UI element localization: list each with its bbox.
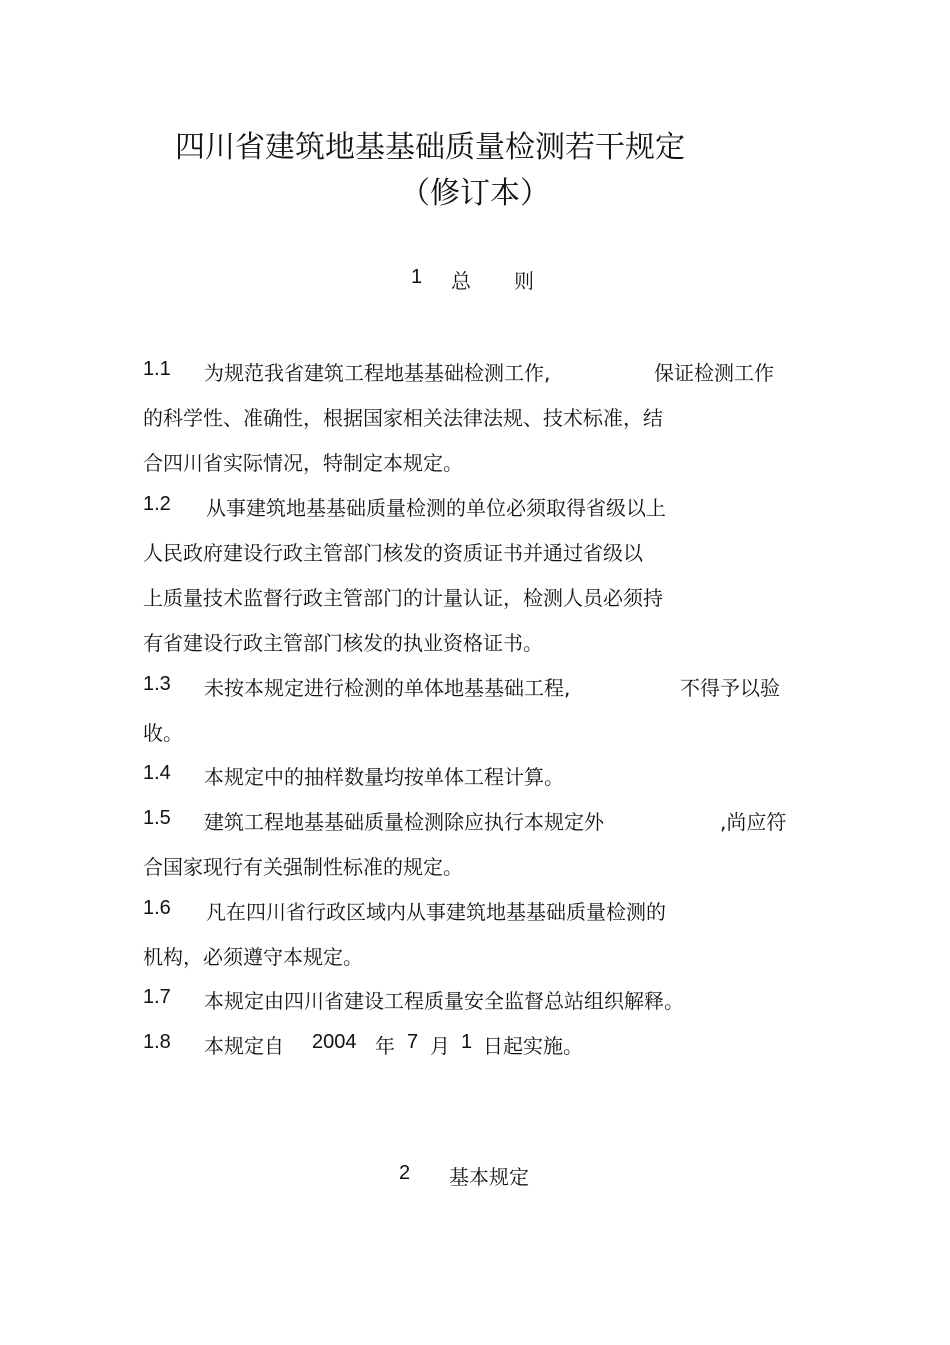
clause-1-3-line1b: 不得予以验 — [680, 676, 780, 700]
clause-1-3-line1a: 未按本规定进行检测的单体地基基础工程, — [204, 676, 571, 700]
clause-1-4-line1: 本规定中的抽样数量均按单体工程计算。 — [204, 765, 564, 789]
clause-1-6-number: 1.6 — [143, 897, 171, 919]
section-1-title-part-a: 总 — [451, 269, 471, 293]
clause-1-8-line1a: 本规定自 — [204, 1034, 284, 1058]
clause-1-1-number: 1.1 — [143, 358, 171, 380]
clause-1-3-number: 1.3 — [143, 673, 171, 695]
clause-1-8-nian: 年 — [375, 1034, 395, 1058]
clause-1-2-line3: 上质量技术监督行政主管部门的计量认证，检测人员必须持 — [143, 586, 663, 610]
clause-1-8-yue: 月 — [430, 1034, 450, 1058]
clause-1-5-number: 1.5 — [143, 807, 171, 829]
clause-1-4-number: 1.4 — [143, 762, 171, 784]
clause-1-7-line1: 本规定由四川省建设工程质量安全监督总站组织解释。 — [204, 989, 684, 1013]
clause-1-2-line4: 有省建设行政主管部门核发的执业资格证书。 — [143, 631, 543, 655]
clause-1-3-line2: 收。 — [143, 721, 183, 745]
clause-1-1-line1a: 为规范我省建筑工程地基基础检测工作, — [204, 361, 551, 385]
section-1-number: 1 — [411, 266, 423, 288]
clause-1-1-line3: 合四川省实际情况，特制定本规定。 — [143, 451, 463, 475]
clause-1-6-line1: 凡在四川省行政区域内从事建筑地基基础质量检测的 — [206, 900, 666, 924]
clause-1-8-number: 1.8 — [143, 1031, 171, 1053]
section-1-title-part-b: 则 — [514, 269, 534, 293]
clause-1-5-line1b: ,尚应符 — [720, 810, 787, 834]
section-2-number: 2 — [399, 1162, 411, 1184]
clause-1-6-line2: 机构，必须遵守本规定。 — [143, 945, 363, 969]
clause-1-1-line2: 的科学性、准确性，根据国家相关法律法规、技术标准，结 — [143, 406, 663, 430]
clause-1-8-day: 1 — [461, 1031, 473, 1053]
clause-1-2-line1: 从事建筑地基基础质量检测的单位必须取得省级以上 — [206, 496, 666, 520]
clause-1-5-line2: 合国家现行有关强制性标准的规定。 — [143, 855, 463, 879]
clause-1-2-line2: 人民政府建设行政主管部门核发的资质证书并通过省级以 — [143, 541, 643, 565]
clause-1-5-line1a: 建筑工程地基基础质量检测除应执行本规定外 — [204, 810, 604, 834]
section-2-title: 基本规定 — [449, 1165, 529, 1189]
document-title-line1: 四川省建筑地基基础质量检测若干规定 — [175, 130, 685, 165]
clause-1-1-line1b: 保证检测工作 — [654, 361, 774, 385]
clause-1-2-number: 1.2 — [143, 493, 171, 515]
document-title-line2: （修订本） — [400, 176, 550, 211]
clause-1-8-year: 2004 — [312, 1031, 357, 1053]
clause-1-7-number: 1.7 — [143, 986, 171, 1008]
clause-1-8-line1b: 日起实施。 — [483, 1034, 583, 1058]
clause-1-8-month: 7 — [407, 1031, 419, 1053]
